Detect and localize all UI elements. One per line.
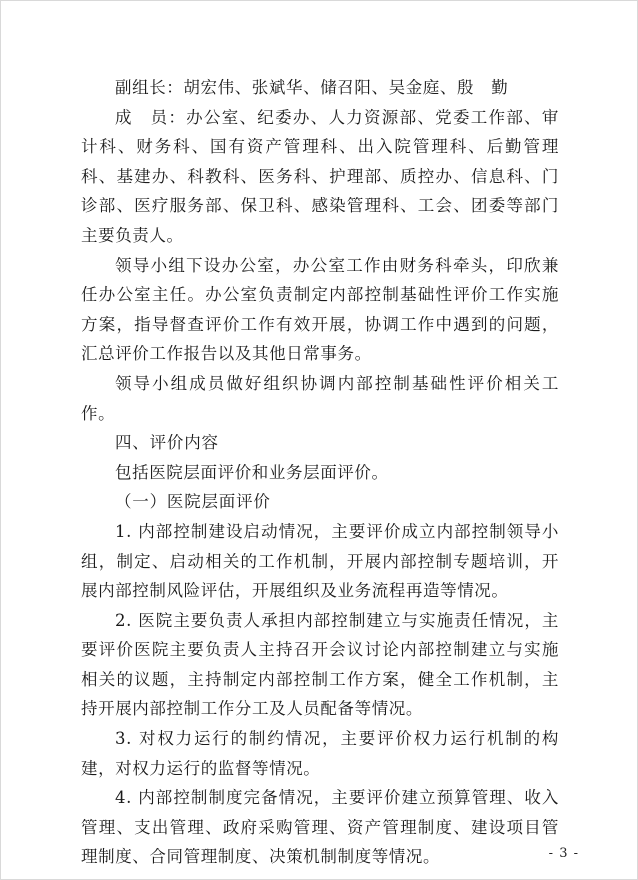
item-2-paragraph: 2. 医院主要负责人承担内部控制建立与实施责任情况，主要评价医院主要负责人主持召开会议讨论内部控制建立与实施相关的议题，主持制定内部控制工作方案，健全工作机制，主持开展内部控制工作分工及人员配备等情况。 <box>81 610 559 719</box>
members-paragraph: 成 员：办公室、纪委办、人力资源部、党委工作部、审计科、财务科、国有资产管理科、出入院管理科、后勤管理科、基建办、科教科、医务科、护理部、质控办、信息科、门诊部、医疗服务部、保卫科、感染管理科、工会、团委等部门主要负责人。 <box>81 107 559 245</box>
item-4-paragraph: 4. 内部控制制度完备情况，主要评价建立预算管理、收入管理、支出管理、政府采购管理、资产管理制度、建设项目管理制度、合同管理制度、决策机制制度等情况。 <box>81 788 559 867</box>
subsection-heading-hospital-level: （一）医院层面评价 <box>115 492 271 512</box>
item-3-paragraph: 3. 对权力运行的制约情况，主要评价权力运行机制的构建，对权力运行的监督等情况。 <box>81 729 559 778</box>
deputy-leaders-paragraph: 副组长：胡宏伟、张斌华、储召阳、吴金庭、殷 勤 <box>115 78 509 97</box>
office-paragraph: 领导小组下设办公室，办公室工作由财务科牵头，印欣兼任办公室主任。办公室负责制定内部控制基础性评价工作实施方案，指导督查评价工作有效开展，协调工作中遇到的问题，汇总评价工作报告以及其他日常事务。 <box>81 255 559 364</box>
document-body <box>81 73 559 872</box>
section-heading-evaluation-content: 四、评价内容 <box>115 433 219 453</box>
evaluation-scope-paragraph: 包括医院层面评价和业务层面评价。 <box>115 462 389 482</box>
coordination-paragraph: 领导小组成员做好组织协调内部控制基础性评价相关工作。 <box>81 373 559 423</box>
page-number: - 3 - <box>548 846 579 861</box>
item-1-paragraph: 1. 内部控制建设启动情况，主要评价成立内部控制领导小组，制定、启动相关的工作机制，开展内部控制专题培训，开展内部控制风险评估，开展组织及业务流程再造等情况。 <box>81 521 559 601</box>
